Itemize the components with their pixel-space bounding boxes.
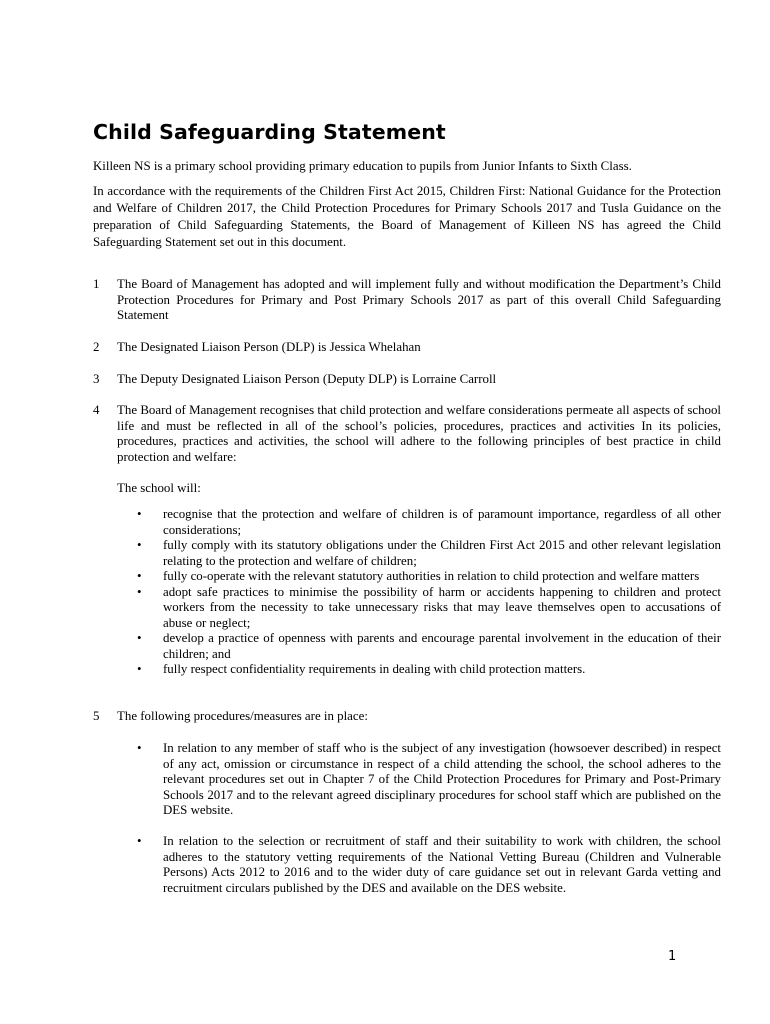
school-will-label: The school will: [117,481,201,495]
item-text: The Board of Management has adopted and will implement fully and without modification the Department’s Child Protection Procedures for Primary and Post Primary Schools 2017 as part of this overall Child Safeguarding Statement [117,277,721,323]
bullet-icon: • [137,662,142,676]
page-number: 1 [668,949,677,964]
list-item [137,631,721,662]
bullet-icon: • [137,569,142,583]
item-text: The Deputy Designated Liaison Person (Deputy DLP) is Lorraine Carroll [117,372,497,386]
item-text: The Board of Management recognises that child protection and welfare considerations permeate all aspects of school life and must be reflected in all of the school’s policies, procedures, practices and activities In its policies, procedures, practices and activities, the school will adhere to the following principles of best practice in child protection and welfare: [117,403,721,464]
list-item-text: In relation to the selection or recruitment of staff and their suitability to work with children, the school adheres to the statutory vetting requirements of the National Vetting Bureau (Children and Vulnerable Persons) Acts 2012 to 2016 and to the wider duty of care guidance set out in relevant Garda vetting and recruitment circulars published by the DES and available on the DES website. [163,834,721,895]
intro-paragraph-1: Killeen NS is a primary school providing primary education to pupils from Junior Infants to Sixth Class. [93,159,632,173]
item-text: The following procedures/measures are in place: [117,709,368,723]
bullet-icon: • [137,741,142,755]
list-item-text: fully respect confidentiality requirements in dealing with child protection matters. [163,662,586,676]
bullet-icon: • [137,631,142,645]
list-item-text: In relation to any member of staff who is the subject of any investigation (howsoever described) in respect of any act, omission or circumstance in respect of a child attending the school, the school adheres to the relevant procedures set out in Chapter 7 of the Child Protection Procedures for Primary and Post-Primary Schools 2017 and to the relevant agreed disciplinary procedures for school staff which are published on the DES website. [163,741,721,817]
list-item [137,569,721,585]
list-item-text: fully comply with its statutory obligations under the Children First Act 2015 and other relevant legislation relating to the protection and welfare of children; [163,538,721,568]
item-number: 3 [93,372,100,386]
list-item [137,507,721,538]
list-item [137,741,721,819]
procedures-list-continued [137,834,721,896]
intro-paragraph-2: In accordance with the requirements of the Children First Act 2015, Children First: National Guidance for the Protection and Welfare of Children 2017, the Child Protection Procedures for Primary Schools 2017 and Tusla Guidance on the preparation of Child Safeguarding Statements, the Board of Management of Killeen NS has agreed the Child Safeguarding Statement set out in this document. [93,184,721,249]
list-item-text: develop a practice of openness with parents and encourage parental involvement in the education of their children; and [163,631,721,661]
page-title: Child Safeguarding Statement [93,120,446,144]
item-number: 4 [93,403,100,417]
bullet-icon: • [137,584,142,599]
list-item [137,834,721,896]
item-number: 5 [93,709,100,723]
list-item-text: fully co-operate with the relevant statutory authorities in relation to child protection and welfare matters [163,569,700,583]
list-item [137,585,721,632]
bullet-icon: • [137,507,142,521]
bullet-icon: • [137,834,142,848]
item-number: 2 [93,340,100,354]
list-item-text: adopt safe practices to minimise the possibility of harm or accidents happening to children and protect workers from the necessity to take unnecessary risks that may leave themselves open to accusations of abuse or neglect; [163,584,721,630]
list-item [137,538,721,569]
procedures-list [137,741,721,819]
list-item-text: recognise that the protection and welfare of children is of paramount importance, regardless of all other considerations; [163,507,721,537]
school-will-list [137,507,721,678]
bullet-icon: • [137,538,142,552]
item-text: The Designated Liaison Person (DLP) is Jessica Whelahan [117,340,421,354]
item-number: 1 [93,277,100,291]
list-item [137,662,721,678]
